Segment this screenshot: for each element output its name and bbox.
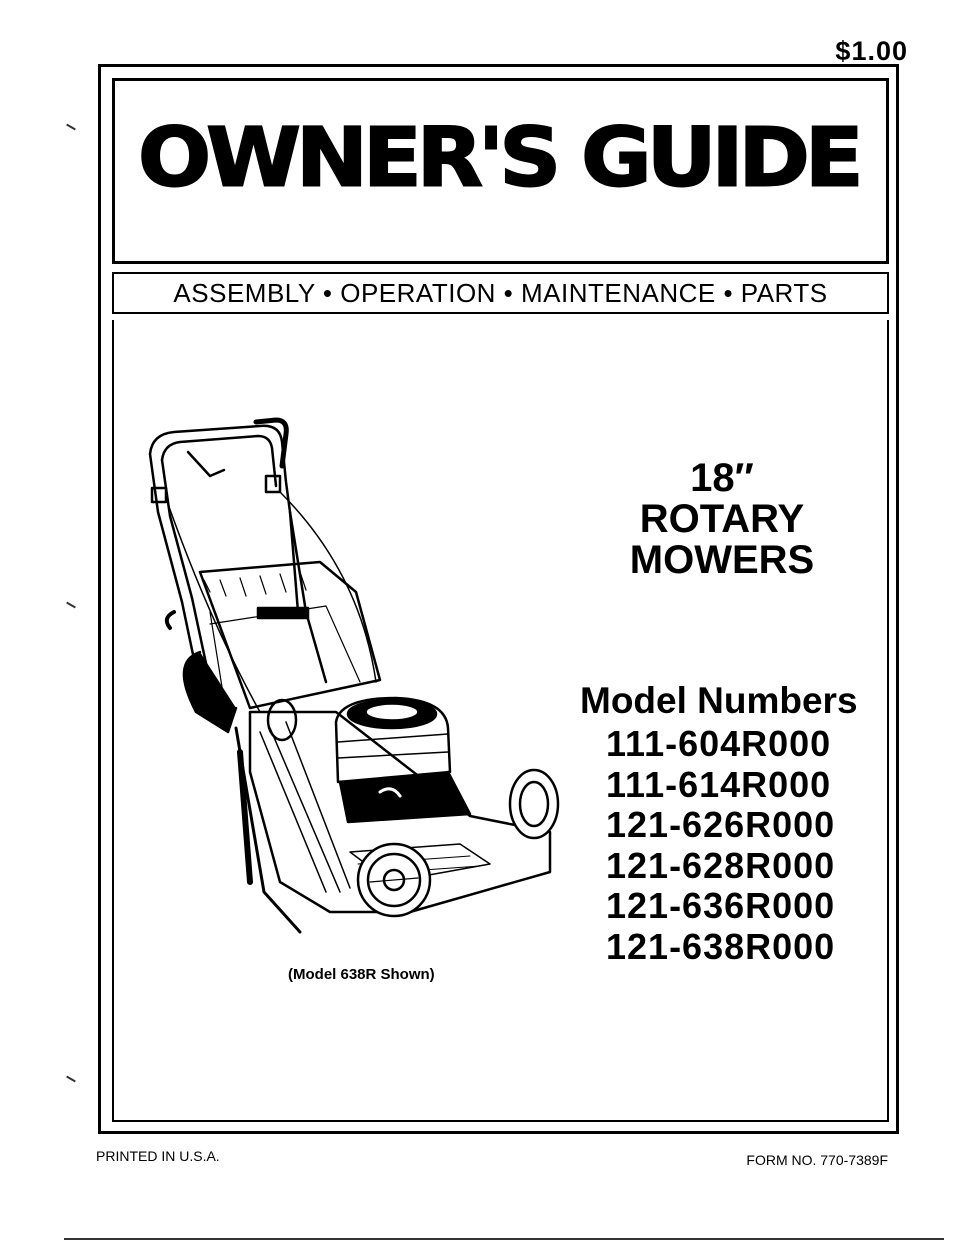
model-number: 111-614R000 (606, 763, 832, 805)
mower-size: 18″ (690, 456, 754, 500)
scan-mark (66, 1076, 76, 1083)
model-number: 121-636R000 (606, 885, 836, 926)
bottom-rule (64, 1238, 944, 1240)
model-number: 121-638R000 (606, 925, 836, 967)
product-description (590, 458, 854, 580)
form-number: FORM NO. 770-7389F (746, 1152, 888, 1168)
section-banner (112, 272, 889, 314)
scan-mark (66, 124, 76, 131)
product-line-2: MOWERS (629, 537, 815, 582)
model-numbers-list (606, 724, 835, 967)
model-number: 121-626R000 (606, 804, 836, 845)
model-number: 111-604R000 (606, 723, 832, 764)
banner-text: ASSEMBLY • OPERATION • MAINTENANCE • PARTS (173, 277, 828, 308)
model-number: 121-628R000 (606, 844, 836, 886)
model-numbers-heading: Model Numbers (580, 680, 858, 721)
price-label: $1.00 (835, 36, 908, 66)
image-caption: (Model 638R Shown) (288, 966, 435, 983)
product-line-1: ROTARY (639, 496, 805, 541)
printed-in-label: PRINTED IN U.S.A. (96, 1148, 220, 1164)
scan-mark (66, 602, 76, 609)
page-title: OWNER'S GUIDE (138, 111, 859, 206)
lawn-mower-illustration (130, 412, 580, 960)
